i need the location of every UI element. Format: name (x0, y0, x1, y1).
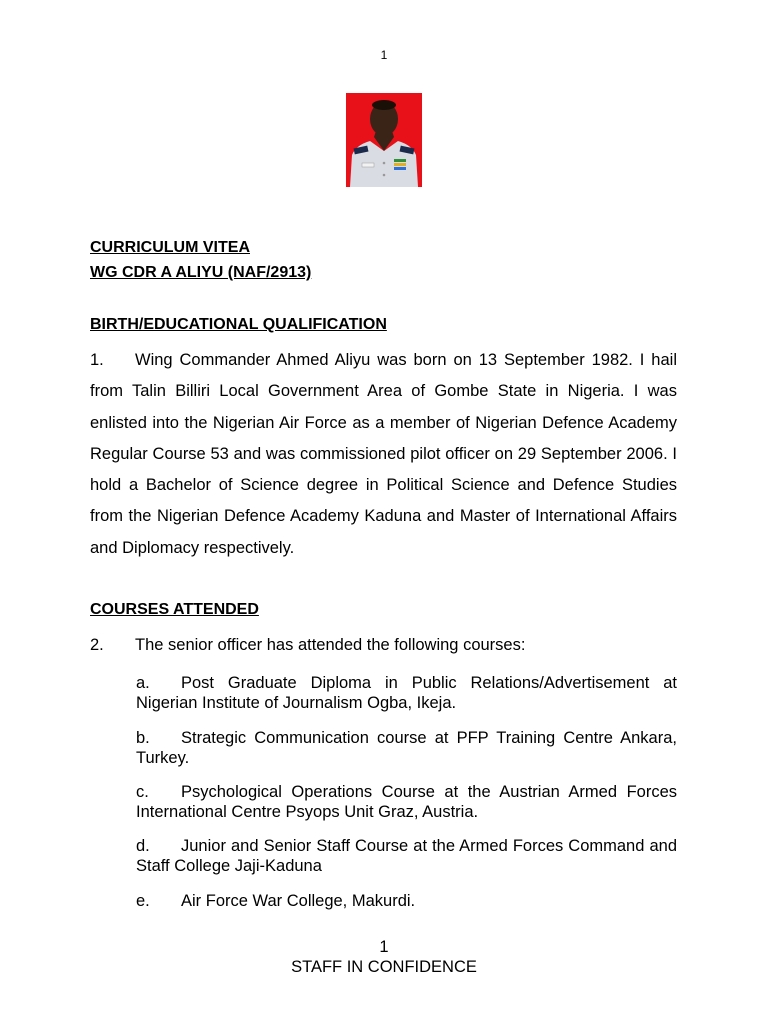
paragraph-text: The senior officer has attended the following courses: (135, 636, 526, 654)
list-item-letter: a. (136, 674, 150, 692)
list-item-letter: c. (136, 783, 149, 801)
footer-page-number: 1 (379, 938, 389, 956)
list-item (136, 891, 677, 911)
list-item-text: Junior and Senior Staff Course at the Armed Forces Command and Staff College Jaji-Kaduna (136, 837, 677, 875)
list-item-text: Strategic Communication course at PFP Training Centre Ankara, Turkey. (136, 729, 677, 767)
courses-intro (90, 630, 677, 661)
section-birth-education-body (90, 345, 677, 564)
cv-title: CURRICULUM VITEA (90, 239, 250, 256)
list-item-text: Psychological Operations Course at the Austrian Armed Forces International Centre Psyops Unit Graz, Austria. (136, 783, 677, 821)
list-item-letter: b. (136, 729, 150, 747)
paragraph-1 (90, 345, 677, 564)
profile-photo (346, 93, 422, 187)
section-heading: BIRTH/EDUCATIONAL QUALIFICATION (90, 316, 387, 333)
footer-classification: STAFF IN CONFIDENCE (291, 958, 477, 976)
paragraph-number: 1. (90, 351, 104, 369)
header-page-number: 1 (380, 48, 388, 62)
paragraph-number: 2. (90, 636, 104, 654)
list-item-text: Air Force War College, Makurdi. (181, 892, 416, 910)
list-item (136, 782, 677, 822)
list-item (136, 728, 677, 768)
section-courses (90, 597, 677, 622)
paragraph-text: Wing Commander Ahmed Aliyu was born on 13 September 1982. I hail from Talin Billiri Local Government Area of Gombe State in Nigeria. I was enlisted into the Nigerian Air Force as a member of Nigerian Defence Academy Regular Course 53 and was commissioned pilot officer on 29 September 2006. I hold a Bachelor of Science degree in Political Science and Defence Studies from the Nigerian Defence Academy Kaduna and Master of International Affairs and Diplomacy respectively. (90, 351, 677, 557)
document-title (90, 235, 677, 285)
list-item (136, 673, 677, 713)
list-item-letter: d. (136, 837, 150, 855)
section-birth-education (90, 312, 677, 337)
section-heading: COURSES ATTENDED (90, 601, 259, 618)
list-item-text: Post Graduate Diploma in Public Relations/Advertisement at Nigerian Institute of Journalism Ogba, Ikeja. (136, 674, 677, 712)
paragraph-2 (90, 630, 677, 661)
officer-portrait-icon (346, 93, 422, 187)
officer-name-title: WG CDR A ALIYU (NAF/2913) (90, 264, 312, 281)
list-item (136, 836, 677, 876)
list-item-letter: e. (136, 892, 150, 910)
